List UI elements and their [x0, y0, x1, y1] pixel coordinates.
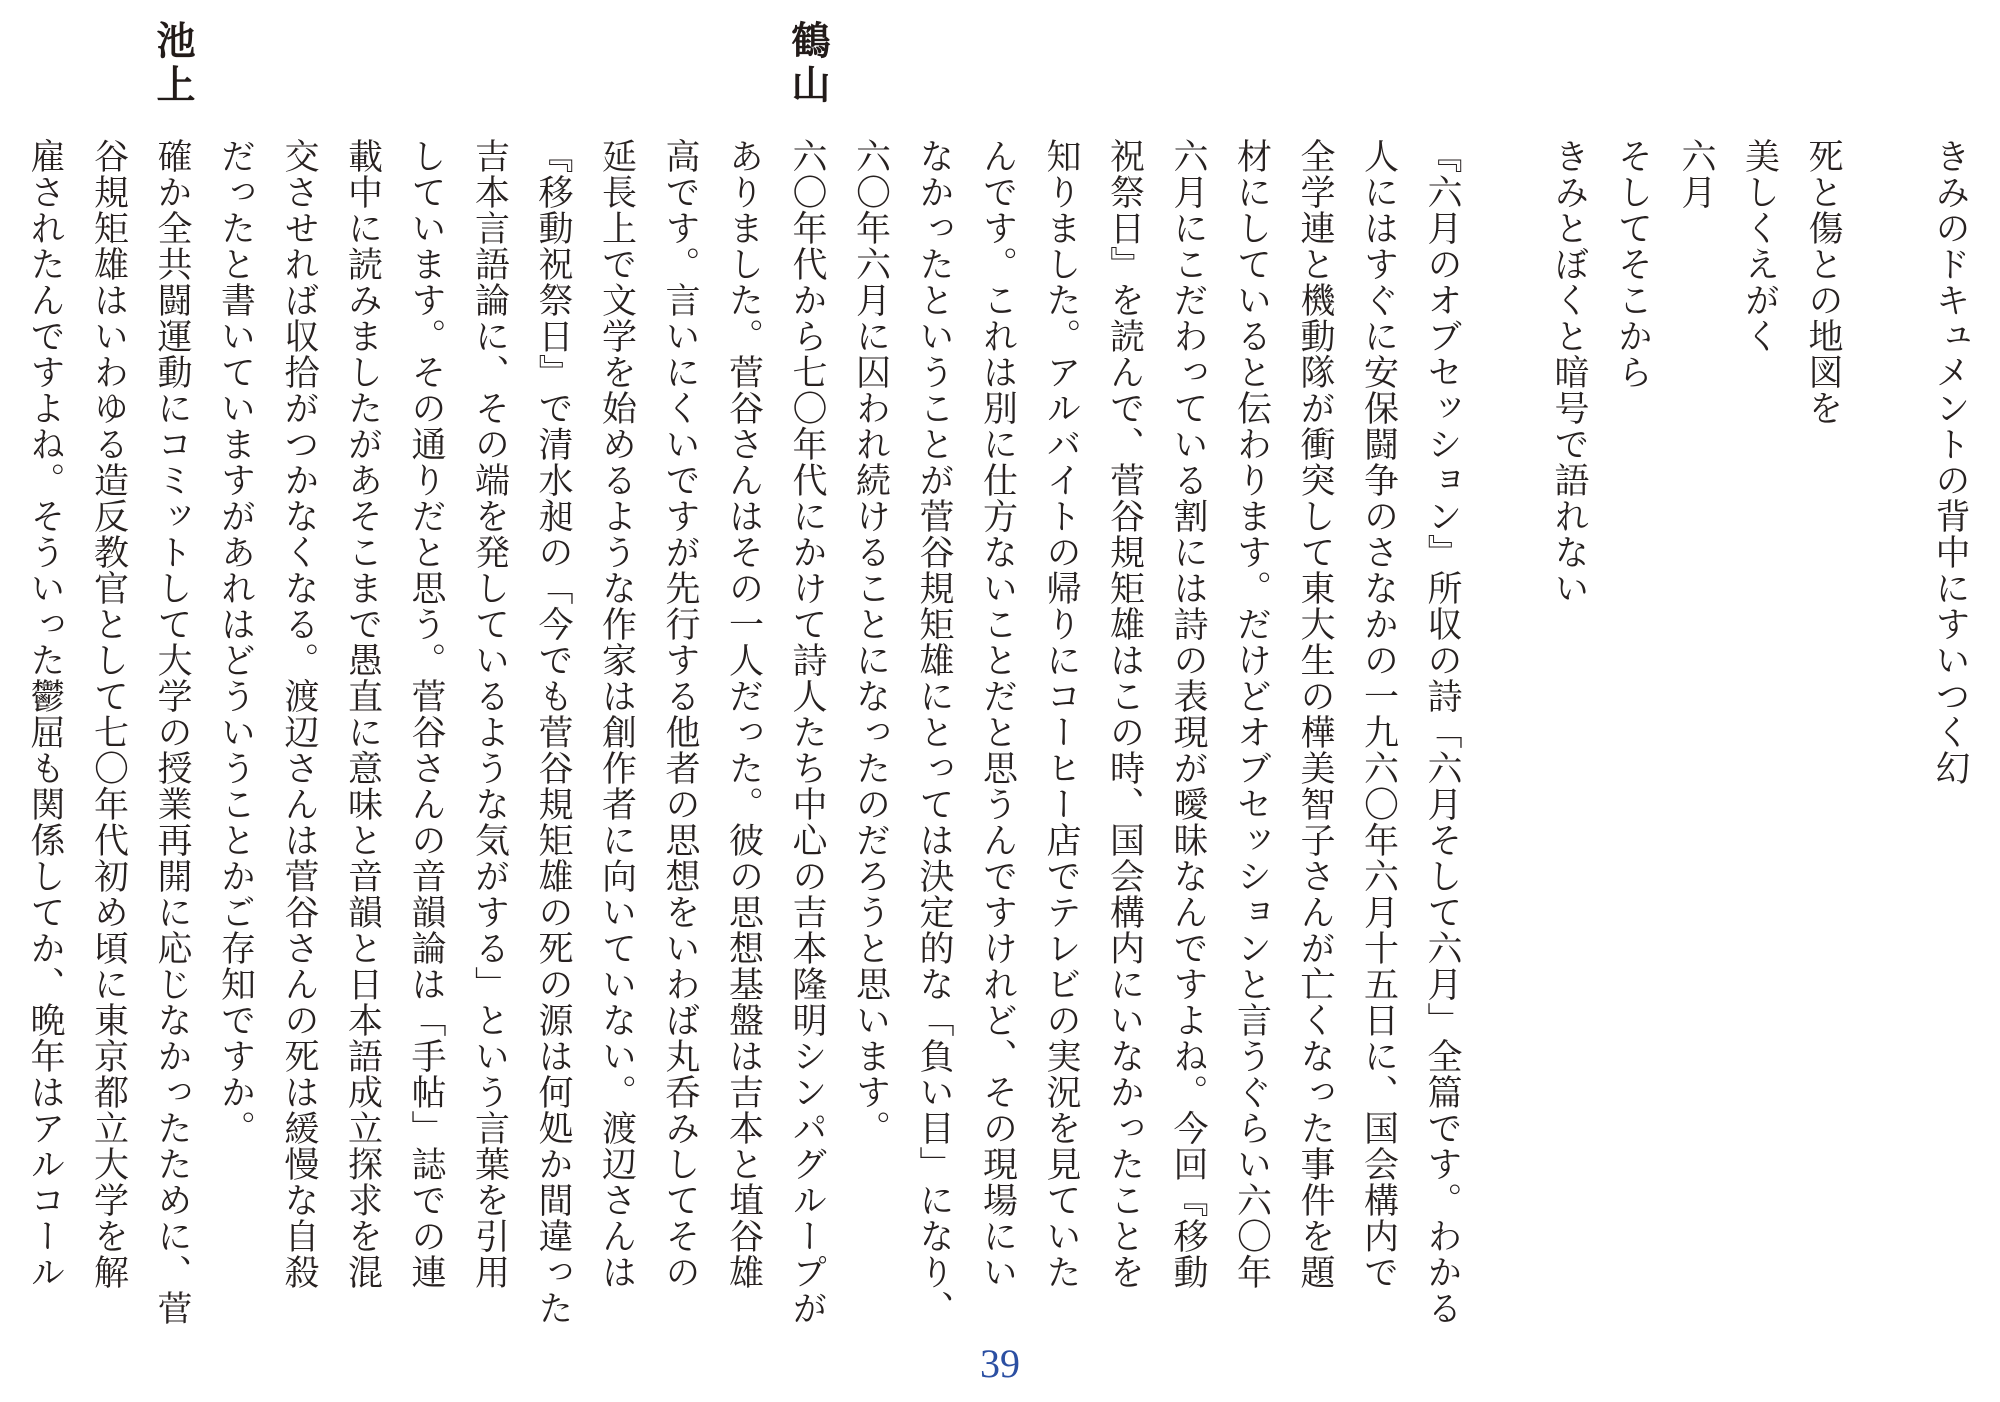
dialogue-line-column: んです。これは別に仕方ないことだと思うんですけれど、その現場にい	[978, 138, 1018, 1290]
dialogue-line-column: しています。その通りだと思う。菅谷さんの音韻論は「手帖」誌での連	[407, 138, 446, 1290]
dialogue-line-column: 確か全共闘運動にコミットして大学の授業再開に応じなかったために、菅 池上	[141, 138, 205, 1338]
dialogue-line-column: 祝祭日』を読んで、菅谷規矩雄はこの時、国会構内にいなかったことを	[1105, 138, 1145, 1290]
dialogue-line-column: 『六月のオブセッション』所収の詩「六月そして六月」全篇です。わかる	[1423, 138, 1462, 1326]
column-gap	[1474, 138, 1538, 1338]
dialogue-line-column: 載中に読みましたがあそこまで愚直に意味と音韻と日本語成立探求を混	[343, 138, 383, 1290]
page-number: 39	[980, 1341, 1020, 1386]
dialogue-line-column: 谷規矩雄はいわゆる造反教官として七〇年代初め頃に東京都立大学を解	[89, 138, 129, 1290]
dialogue-line-column: 雇されたんですよね。そういった鬱屈も関係してか、晩年はアルコール	[26, 138, 65, 1290]
dialogue-line-column: 六〇年代から七〇年代にかけて詩人たち中心の吉本隆明シンパグループが 鶴山	[776, 138, 840, 1338]
dialogue-line-column: 全学連と機動隊が衝突して東大生の樺美智子さんが亡くなった事件を題	[1296, 138, 1335, 1290]
dialogue-line-column: だったと書いていますがあれはどういうことかご存知ですか。	[216, 138, 256, 1146]
dialogue-line-column: なかったということが菅谷規矩雄にとっては決定的な「負い目」になり、	[915, 138, 954, 1326]
column-gap	[1855, 138, 1919, 1338]
poem-line-column: 六月	[1677, 138, 1716, 210]
dialogue-line-column: ありました。菅谷さんはその一人だった。彼の思想基盤は吉本と埴谷雄	[724, 138, 764, 1290]
poem-line-column: そしてそこから	[1613, 138, 1653, 390]
poem-line-column: きみとぼくと暗号で語れない	[1550, 138, 1589, 606]
dialogue-line-column: 高です。言いにくいですが先行する他者の思想をいわば丸呑みしてその	[661, 138, 700, 1290]
dialogue-line-column: 延長上で文学を始めるような作家は創作者に向いていない。渡辺さんは	[597, 138, 637, 1290]
dialogue-line-column: 人にはすぐに安保闘争のさなかの一九六〇年六月十五日に、国会構内で	[1359, 138, 1399, 1290]
dialogue-line-column: 材にしていると伝わります。だけどオブセッションと言うぐらい六〇年	[1232, 138, 1272, 1290]
dialogue-line-column: 交させれば収拾がつかなくなる。渡辺さんは菅谷さんの死は緩慢な自殺	[280, 138, 319, 1290]
poem-line-column: 死と傷との地図を	[1804, 138, 1843, 426]
dialogue-line-column: 六〇年六月に囚われ続けることになったのだろうと思います。	[851, 138, 891, 1146]
dialogue-line-column: 『移動祝祭日』で清水昶の「今でも菅谷規矩雄の死の源は何処か間違った	[534, 138, 573, 1326]
poem-line-column: きみのドキュメントの背中にすいつく幻	[1931, 138, 1970, 786]
speaker-label: 池上	[151, 20, 194, 108]
dialogue-line-column: 六月にこだわっている割には詩の表現が曖昧なんですよね。今回『移動	[1169, 138, 1208, 1290]
speaker-label: 鶴山	[786, 20, 829, 108]
dialogue-line-column: 吉本言語論に、その端を発しているような気がする」という言葉を引用	[470, 138, 510, 1290]
dialogue-line-column: 知りました。アルバイトの帰りにコーヒー店でテレビの実況を見ていた	[1042, 138, 1081, 1290]
vertical-text-block	[14, 20, 1983, 1338]
poem-line-column: 美しくえがく	[1740, 138, 1780, 354]
